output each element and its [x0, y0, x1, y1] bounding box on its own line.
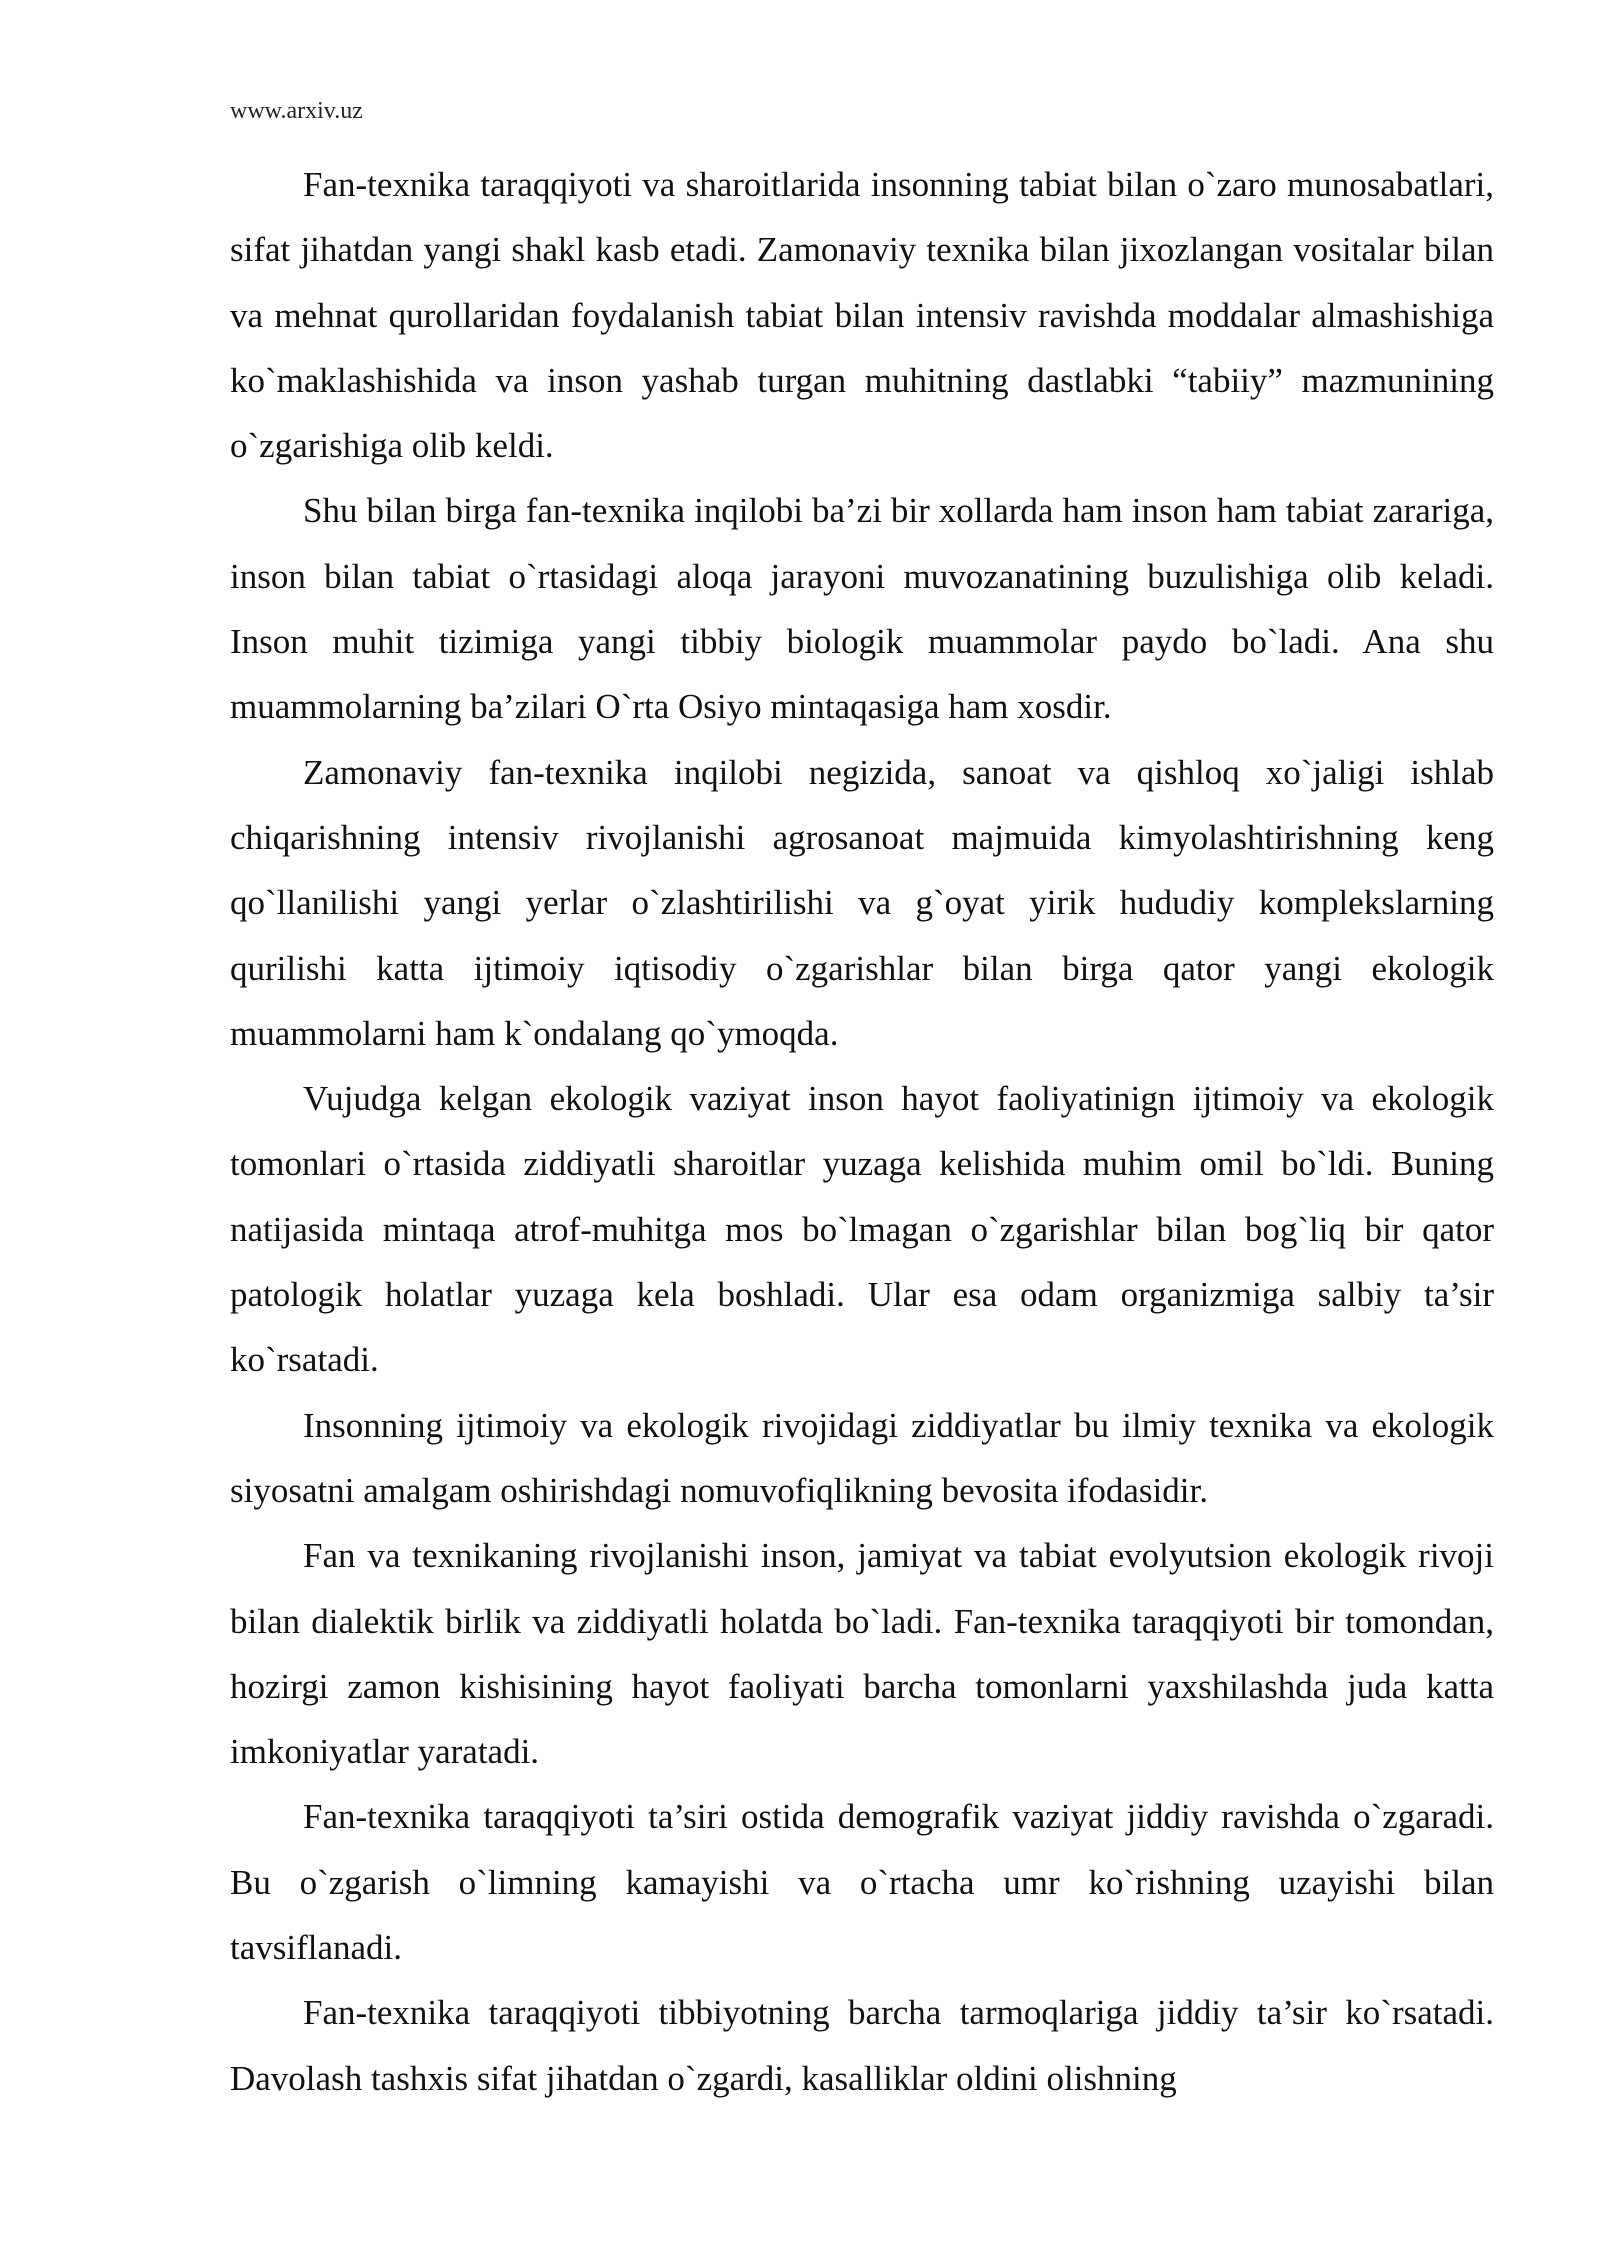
paragraph: Insonning ijtimoiy va ekologik rivojidagi ziddiyatlar bu ilmiy texnika va ekologik siyosatni amalgam oshirishdagi nomuvofiqlikning bevosita ifodasidir. [230, 1405, 1494, 1510]
paragraph: Fan-texnika taraqqiyoti va sharoitlarida insonning tabiat bilan o`zaro munosabatlari, sifat jihatdan yangi shakl kasb etadi. Zamonaviy texnika bilan jixozlangan vositalar bilan va mehnat qurollaridan foydalanish tabiat bilan intensiv ravishda moddalar almashishiga ko`maklashishida va inson yashab turgan muhitning dastlabki “tabiiy” mazmunining o`zgarishiga olib keldi. [230, 165, 1494, 466]
paragraph: Zamonaviy fan-texnika inqilobi negizida, sanoat va qishloq xo`jaligi ishlab chiqarishning intensiv rivojlanishi agrosanoat majmuida kimyolashtirishning keng qo`llanilishi yangi yerlar o`zlashtirilishi va g`oyat yirik hududiy komplekslarning qurilishi katta ijtimoiy iqtisodiy o`zgarishlar bilan birga qator yangi ekologik muammolarni ham k`ondalang qo`ymoqda. [230, 752, 1494, 1053]
paragraph: Shu bilan birga fan-texnika inqilobi ba’zi bir xollarda ham inson ham tabiat zarariga, inson bilan tabiat o`rtasidagi aloqa jarayoni muvozanatining buzulishiga olib keladi. Inson muhit tizimiga yangi tibbiy biologik muammolar paydo bo`ladi. Ana shu muammolarning ba’zilari O`rta Osiyo mintaqasiga ham xosdir. [230, 491, 1494, 727]
paragraph: Fan-texnika taraqqiyoti tibbiyotning barcha tarmoqlariga jiddiy ta’sir ko`rsatadi. Davolash tashxis sifat jihatdan o`zgardi, kasalliklar oldini olishning [230, 1993, 1494, 2098]
paragraph: Fan-texnika taraqqiyoti ta’siri ostida demografik vaziyat jiddiy ravishda o`zgaradi. Bu o`zgarish o`limning kamayishi va o`rtacha umr ko`rishning uzayishi bilan tavsiflanadi. [230, 1797, 1494, 1968]
paragraph: Vujudga kelgan ekologik vaziyat inson hayot faoliyatinign ijtimoiy va ekologik tomonlari o`rtasida ziddiyatli sharoitlar yuzaga kelishida muhim omil bo`ldi. Buning natijasida mintaqa atrof-muhitga mos bo`lmagan o`zgarishlar bilan bog`liq bir qator patologik holatlar yuzaga kela boshladi. Ular esa odam organizmiga salbiy ta’sir ko`rsatadi. [230, 1079, 1494, 1380]
header-url: www.arxiv.uz [230, 98, 363, 124]
paragraph: Fan va texnikaning rivojlanishi inson, jamiyat va tabiat evolyutsion ekologik rivoji bilan dialektik birlik va ziddiyatli holatda bo`ladi. Fan-texnika taraqqiyoti bir tomondan, hozirgi zamon kishisining hayot faoliyati barcha tomonlarni yaxshilashda juda katta imkoniyatlar yaratadi. [230, 1536, 1494, 1772]
document-body [230, 152, 1494, 2111]
